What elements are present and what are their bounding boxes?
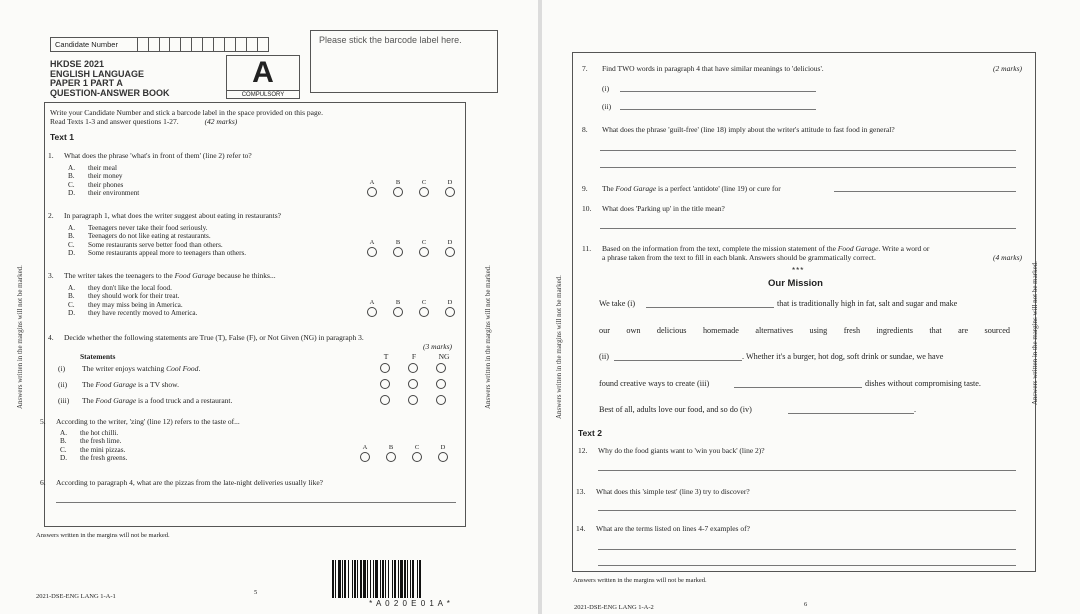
- header-line: HKDSE 2021: [50, 59, 105, 69]
- answer-bubble[interactable]: [367, 247, 377, 257]
- text1-heading: Text 1: [50, 132, 74, 142]
- candidate-cell: [235, 38, 246, 51]
- margin-note-vertical: Answers written in the margins will not be marked.: [1031, 261, 1039, 405]
- option: D. they have recently moved to America.: [68, 309, 198, 318]
- answer-line[interactable]: [620, 91, 816, 92]
- mission-line-5b: .: [914, 405, 917, 414]
- option: A. their meal: [68, 164, 117, 172]
- mission-line-5: Best of all, adults love our food, and so do (iv): [599, 405, 752, 414]
- answer-bubble[interactable]: [419, 307, 429, 317]
- question-4: [48, 333, 458, 351]
- question-number: 6.: [40, 478, 46, 487]
- answer-line[interactable]: [600, 150, 1016, 151]
- answer-line[interactable]: [600, 228, 1016, 229]
- candidate-cell: [180, 38, 191, 51]
- question-number: 2.: [48, 211, 54, 220]
- question-marks: (2 marks): [993, 64, 1022, 73]
- answer-bubble[interactable]: [436, 379, 446, 389]
- option: C. the mini pizzas.: [60, 445, 126, 454]
- mission-line-1: We take (i): [599, 299, 636, 308]
- page-barcode: [332, 560, 488, 608]
- page-number: 6: [804, 601, 808, 608]
- question-number: 11.: [582, 244, 592, 253]
- answer-bubble[interactable]: [380, 379, 390, 389]
- answer-bubble[interactable]: [436, 363, 446, 373]
- answer-line[interactable]: [598, 510, 1016, 511]
- mission-line-3b: . Whether it's a burger, hot dog, soft drink or sundae, we have: [742, 352, 944, 361]
- option: B. they should work for their treat.: [68, 292, 180, 301]
- candidate-cell: [213, 38, 224, 51]
- option: B. their money: [68, 172, 123, 181]
- question-text: Find TWO words in paragraph 4 that have similar meanings to 'delicious'.: [602, 64, 824, 73]
- barcode-label-box[interactable]: [310, 30, 498, 93]
- question-number: 8.: [582, 125, 588, 134]
- answer-line[interactable]: [834, 191, 1016, 192]
- answer-bubble[interactable]: [438, 452, 448, 462]
- blank-ii[interactable]: [614, 360, 742, 361]
- mission-line-2: our own delicious homemade alternatives using fresh ingredients that are sourced: [599, 326, 1010, 335]
- question-number: 7.: [582, 64, 588, 73]
- answer-bubble[interactable]: [408, 363, 418, 373]
- option: A. they don't like the local food.: [68, 284, 172, 292]
- option: A. the hot chilli.: [60, 429, 119, 437]
- question-text: Decide whether the following statements are True (T), False (F), or Not Given (NG) in paragraph 3.: [64, 333, 364, 342]
- candidate-cell: [224, 38, 235, 51]
- candidate-cell: [148, 38, 159, 51]
- candidate-cell: [159, 38, 170, 51]
- paper-letter: A: [252, 56, 274, 89]
- question-text: What does 'Parking up' in the title mean?: [602, 204, 725, 213]
- text2-heading: Text 2: [578, 428, 602, 438]
- answer-bubble[interactable]: [393, 187, 403, 197]
- answer-line[interactable]: [620, 109, 816, 110]
- question-number: 9.: [582, 184, 588, 193]
- option: D. the fresh greens.: [60, 454, 128, 463]
- barcode-label-text: Please stick the barcode label here.: [319, 35, 462, 45]
- question-number: 12.: [578, 446, 588, 455]
- question-6: [40, 478, 460, 487]
- margin-note-vertical: Answers written in the margins will not be marked.: [555, 275, 563, 419]
- candidate-cell: [137, 38, 148, 51]
- footer-code: 2021-DSE-ENG LANG 1-A-2: [574, 604, 654, 611]
- question-number: 13.: [576, 487, 586, 496]
- tfng-headers: T F NG: [383, 352, 450, 361]
- footer-code: 2021-DSE-ENG LANG 1-A-1: [36, 593, 116, 600]
- answer-bubble[interactable]: [412, 452, 422, 462]
- question-14: [576, 524, 1016, 533]
- question-10: [582, 204, 1022, 213]
- question-text: What are the terms listed on lines 4-7 examples of?: [596, 524, 750, 533]
- question-number: 10.: [582, 204, 592, 213]
- candidate-cell: [202, 38, 213, 51]
- total-marks: (42 marks): [204, 117, 238, 126]
- answer-bubble[interactable]: [380, 395, 390, 405]
- answer-line[interactable]: [598, 565, 1016, 566]
- question-number: 14.: [576, 524, 586, 533]
- statement-row: (i) The writer enjoys watching Cool Food.: [58, 364, 201, 373]
- answer-bubble[interactable]: [408, 395, 418, 405]
- statements-heading: Statements: [80, 352, 116, 361]
- candidate-number-label: Candidate Number: [55, 40, 118, 49]
- answer-bubble[interactable]: [445, 307, 455, 317]
- answer-line[interactable]: [600, 167, 1016, 168]
- candidate-cell: [257, 38, 268, 51]
- blank-iii[interactable]: [734, 387, 862, 388]
- question-8: [582, 125, 1022, 134]
- answer-bubble[interactable]: [393, 247, 403, 257]
- question-marks: (3 marks): [423, 342, 452, 351]
- question-text: What does the phrase 'guilt-free' (line 18) imply about the writer's attitude to fast food in general?: [602, 125, 895, 134]
- option: D. their environment: [68, 189, 140, 198]
- instructions: [50, 108, 460, 126]
- part-label: (i): [602, 84, 610, 93]
- statement-row: (iii) The Food Garage is a food truck and a restaurant.: [58, 396, 233, 405]
- option: C. Some restaurants serve better food than others.: [68, 240, 223, 249]
- question-number: 1.: [48, 151, 54, 160]
- q1-answer-bubbles: A B C D: [367, 179, 455, 197]
- margin-note: Answers written in the margins will not be marked.: [36, 532, 170, 539]
- mission-line-3: (ii): [599, 352, 610, 361]
- answer-bubble[interactable]: [367, 307, 377, 317]
- answer-bubble[interactable]: [419, 247, 429, 257]
- left-page: [0, 0, 538, 614]
- exam-header: [50, 60, 170, 98]
- mission-title: Our Mission: [768, 278, 823, 289]
- answer-line[interactable]: [598, 549, 1016, 550]
- answer-line[interactable]: [56, 502, 456, 503]
- question-9: 9. The Food Garage is a perfect 'antidote' (line 19) or cure for: [582, 184, 781, 193]
- question-7: [582, 64, 1022, 73]
- header-line: ENGLISH LANGUAGE: [50, 68, 145, 79]
- q3-answer-bubbles: A B C D: [367, 299, 455, 317]
- candidate-number-box[interactable]: [50, 37, 269, 52]
- q2-answer-bubbles: A B C D: [367, 239, 455, 257]
- margin-note: Answers written in the margins will not be marked.: [573, 577, 707, 584]
- option: B. the fresh lime.: [60, 437, 122, 446]
- answer-bubble[interactable]: [445, 187, 455, 197]
- candidate-cell: [246, 38, 257, 51]
- margin-note-vertical: Answers written in the margins will not be marked.: [484, 265, 492, 409]
- barcode-bar: [421, 560, 422, 598]
- barcode-bars: [332, 560, 488, 598]
- answer-bubble[interactable]: [436, 395, 446, 405]
- header-line: PAPER 1 PART A: [50, 78, 123, 88]
- question-number: 5.: [40, 417, 46, 426]
- question-text: Why do the food giants want to 'win you back' (line 2)?: [598, 446, 765, 455]
- part-label: (ii): [602, 102, 612, 111]
- answer-bubble[interactable]: [419, 187, 429, 197]
- mission-line-4b: dishes without compromising taste.: [865, 379, 981, 388]
- question-text: According to the writer, 'zing' (line 12) refers to the taste of...: [56, 417, 240, 426]
- question-text: What does the phrase 'what's in front of them' (line 2) refer to?: [64, 151, 252, 160]
- margin-note-vertical: Answers written in the margins will not be marked.: [16, 265, 24, 409]
- instruction-line: Write your Candidate Number and stick a barcode label in the space provided on this page.: [50, 108, 323, 117]
- header-line: QUESTION-ANSWER BOOK: [50, 87, 170, 98]
- barcode-text: * A 0 2 0 E 0 1 A *: [369, 599, 451, 608]
- option: C. they may miss being in America.: [68, 300, 183, 309]
- answer-bubble[interactable]: [367, 187, 377, 197]
- q5-answer-bubbles: A B C D: [360, 444, 448, 462]
- answer-bubble[interactable]: [380, 363, 390, 373]
- blank-iv[interactable]: [788, 413, 914, 414]
- mission-line-1b: that is traditionally high in fat, salt and sugar and make: [777, 299, 958, 308]
- right-page: [542, 0, 1080, 614]
- question-text: What does this 'simple test' (line 3) try to discover?: [596, 487, 750, 496]
- question-marks: (4 marks): [993, 253, 1022, 262]
- stars-divider: ***: [792, 266, 805, 275]
- page-number: 5: [254, 589, 258, 596]
- question-text: In paragraph 1, what does the writer suggest about eating in restaurants?: [64, 211, 282, 220]
- answer-bubble[interactable]: [360, 452, 370, 462]
- answer-bubble[interactable]: [386, 452, 396, 462]
- blank-i[interactable]: [646, 307, 774, 308]
- answer-line[interactable]: [598, 470, 1016, 471]
- question-3: 3. The writer takes the teenagers to the Food Garage because he thinks... A. they don't like the local food. B. they should work for their treat. C. they may miss being in America. D. they have recently moved to America.: [48, 271, 458, 318]
- candidate-cell: [169, 38, 180, 51]
- answer-bubble[interactable]: [393, 307, 403, 317]
- mission-line-4: found creative ways to create (iii): [599, 379, 710, 388]
- tfng-bubbles: [380, 363, 446, 405]
- answer-bubble[interactable]: [408, 379, 418, 389]
- option: D. Some restaurants appeal more to teenagers than others.: [68, 249, 247, 258]
- paper-letter-box: [226, 55, 300, 99]
- option: A. Teenagers never take their food seriously.: [68, 224, 208, 232]
- question-12: [578, 446, 1018, 455]
- compulsory-label: COMPULSORY: [227, 90, 299, 99]
- question-number: 4.: [48, 333, 54, 342]
- answer-bubble[interactable]: [445, 247, 455, 257]
- option: B. Teenagers do not like eating at restaurants.: [68, 232, 211, 241]
- question-number: 3.: [48, 271, 54, 280]
- question-13: [576, 487, 1016, 496]
- candidate-cell: [191, 38, 202, 51]
- instruction-line: Read Texts 1-3 and answer questions 1-27.: [50, 117, 179, 126]
- option: C. their phones: [68, 180, 124, 189]
- statement-row: (ii) The Food Garage is a TV show.: [58, 380, 179, 389]
- question-11: 11. Based on the information from the text, complete the mission statement of the Food Garage. Write a word or a phrase taken from the text to fill in each blank. Answers should be grammatically correct. (4 marks): [582, 244, 1022, 262]
- question-text: According to paragraph 4, what are the pizzas from the late-night deliveries usually like?: [56, 478, 323, 487]
